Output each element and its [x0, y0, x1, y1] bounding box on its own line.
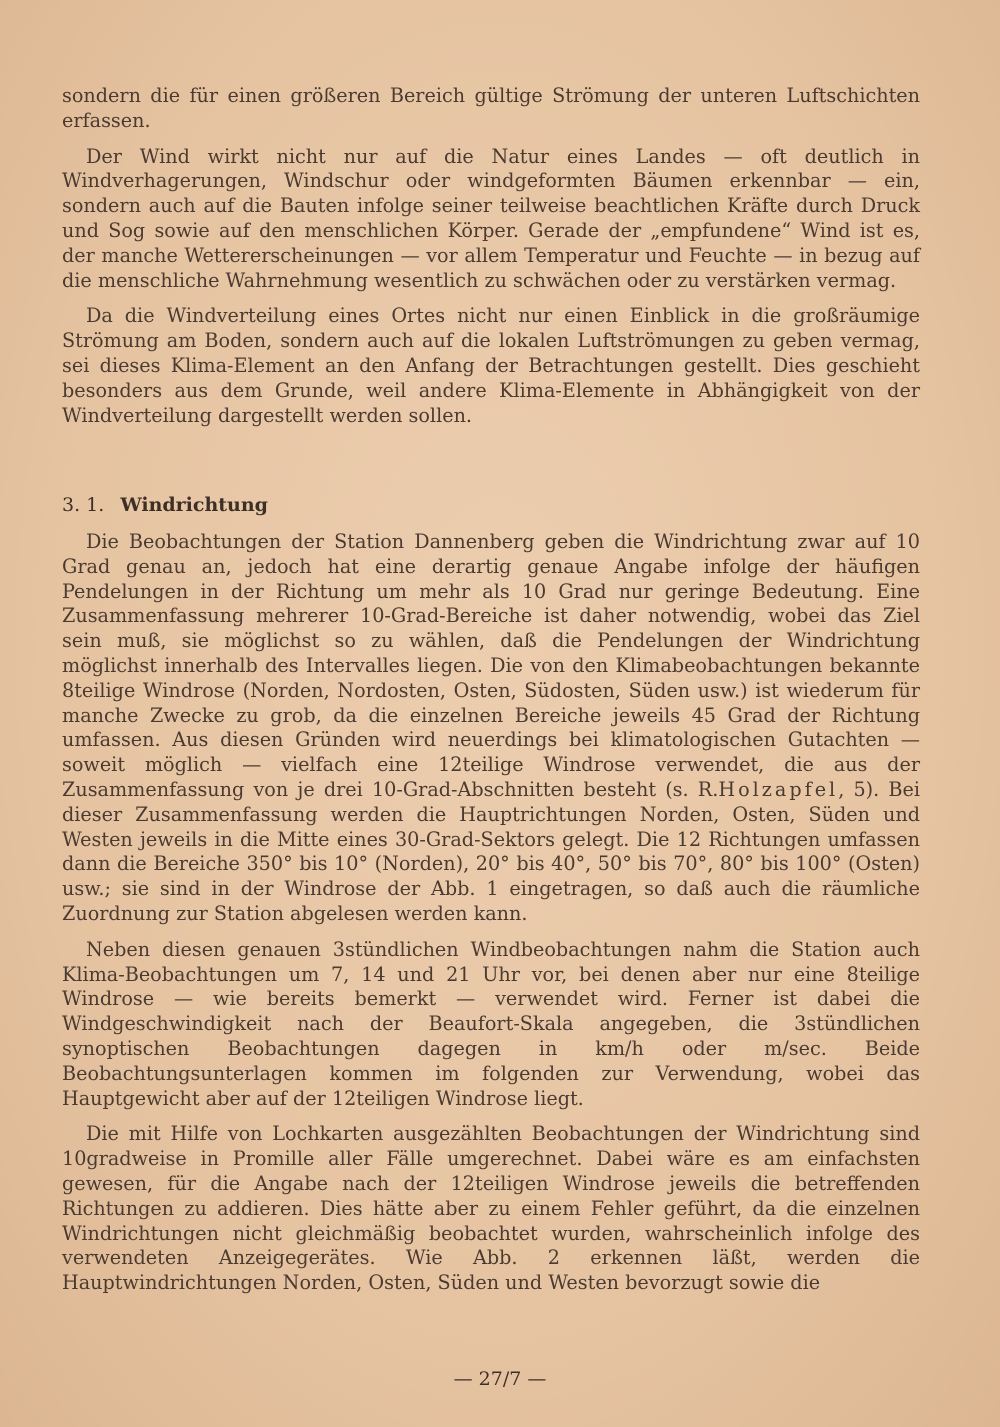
paragraph-wind-direction-part-2: , 5). Bei dieser Zusammenfassung werden die Hauptrichtungen Norden, Osten, Süden und Westen jeweils in die Mitte eines 30-Grad-Sektors gelegt. Die 12 Richtungen umfassen dann die Bereiche 350° bis 10° (Norden), 20° bis 40°, 50° bis 70°, 80° bis 100° (Osten) usw.; sie sind in der Windrose der Abb. 1 eingetragen, so daß auch die räumliche Zuordnung zur Station abgelesen werden kann.	[62, 777, 921, 925]
paragraph-punch-cards: Die mit Hilfe von Lochkarten ausgezählten Beobachtungen der Windrichtung sind 10gradweise in Promille aller Fälle umgerechnet. Dabei wäre es am einfachsten gewesen, für die Angabe nach der 12teiligen Windrose jeweils die betreffenden Richtungen zu addieren. Dies hätte aber zu einem Fehler geführt, da die einzelnen Windrichtungen nicht gleichmäßig beobachtet wurden, wahrscheinlich infolge des verwendeten Anzeigegerätes. Wie Abb. 2 erkennen läßt, werden die Hauptwindrichtungen Norden, Osten, Süden und Westen bevorzugt sowie die	[62, 1122, 920, 1295]
paragraph-climate-observations: Neben diesen genauen 3stündlichen Windbeobachtungen nahm die Station auch Klima-Beobachtungen um 7, 14 und 21 Uhr vor, bei denen aber nur eine 8teilige Windrose — wie bereits bemerkt — verwendet wird. Ferner ist dabei die Windgeschwindigkeit nach der Beaufort-Skala angegeben, die 3stündlichen synoptischen Beobachtungen dagegen in km/h oder m/sec. Beide Beobachtungsunterlagen kommen im folgenden zur Verwendung, wobei das Hauptgewicht aber auf der 12teiligen Windrose liegt.	[62, 937, 920, 1110]
paragraph-wind-direction-part-1: Die Beobachtungen der Station Dannenberg geben die Windrichtung zwar auf 10 Grad genau an, jedoch hat eine derartig genaue Angabe infolge der häufigen Pendelungen in der Richtung um mehr als 10 Grad nur geringe Bedeutung. Eine Zusammenfassung mehrerer 10-Grad-Bereiche ist daher notwendig, wobei das Ziel sein muß, sie möglichst so zu wählen, daß die Pendelungen der Windrichtung möglichst innerhalb des Intervalles liegen. Die von den Klimabeobachtungen bekannte 8teilige Windrose (Norden, Nordosten, Osten, Südosten, Süden usw.) ist wiederum für manche Zwecke zu grob, da die einzelnen Bereiche jeweils 45 Grad der Richtung umfassen. Aus diesen Gründen wird neuerdings bei klimatologischen Gutachten — soweit möglich — vielfach eine 12teilige Windrose verwendet, die aus der Zusammenfassung von je drei 10-Grad-Abschnitten besteht (s. R.	[62, 530, 920, 801]
paragraph-continuation: sondern die für einen größeren Bereich gültige Strömung der unteren Luftschichten erfassen.	[62, 84, 920, 132]
paragraph-wind-effects: Der Wind wirkt nicht nur auf die Natur eines Landes — oft deutlich in Windverhagerungen, Windschur oder windgeformten Bäumen erkennbar — ein, sondern auch auf die Bauten infolge seiner teilweise beachtlichen Kräfte durch Druck und Sog sowie auf den menschlichen Körper. Gerade der „empfundene“ Wind ist es, der manche Wettererscheinungen — vor allem Temperatur und Feuchte — in bezug auf die menschliche Wahrnehmung wesentlich zu schwächen oder zu verstärken vermag.	[62, 144, 920, 292]
paragraph-wind-direction	[62, 530, 920, 927]
author-name: Holzapfel	[718, 777, 839, 801]
section-title: Windrichtung	[120, 494, 268, 516]
section-number: 3. 1.	[62, 494, 105, 516]
paragraph-wind-distribution: Da die Windverteilung eines Ortes nicht nur einen Einblick in die großräumige Strömung am Boden, sondern auch auf die lokalen Luftströmungen zu geben vermag, sei dieses Klima-Element an den Anfang der Betrachtungen gestellt. Dies geschieht besonders aus dem Grunde, weil andere Klima-Elemente in Abhängigkeit von der Windverteilung dargestellt werden sollen.	[62, 304, 920, 427]
intro-text	[62, 84, 920, 428]
page-number: — 27/7 —	[453, 1368, 547, 1390]
section-heading	[62, 494, 268, 516]
section-text	[62, 530, 920, 1296]
